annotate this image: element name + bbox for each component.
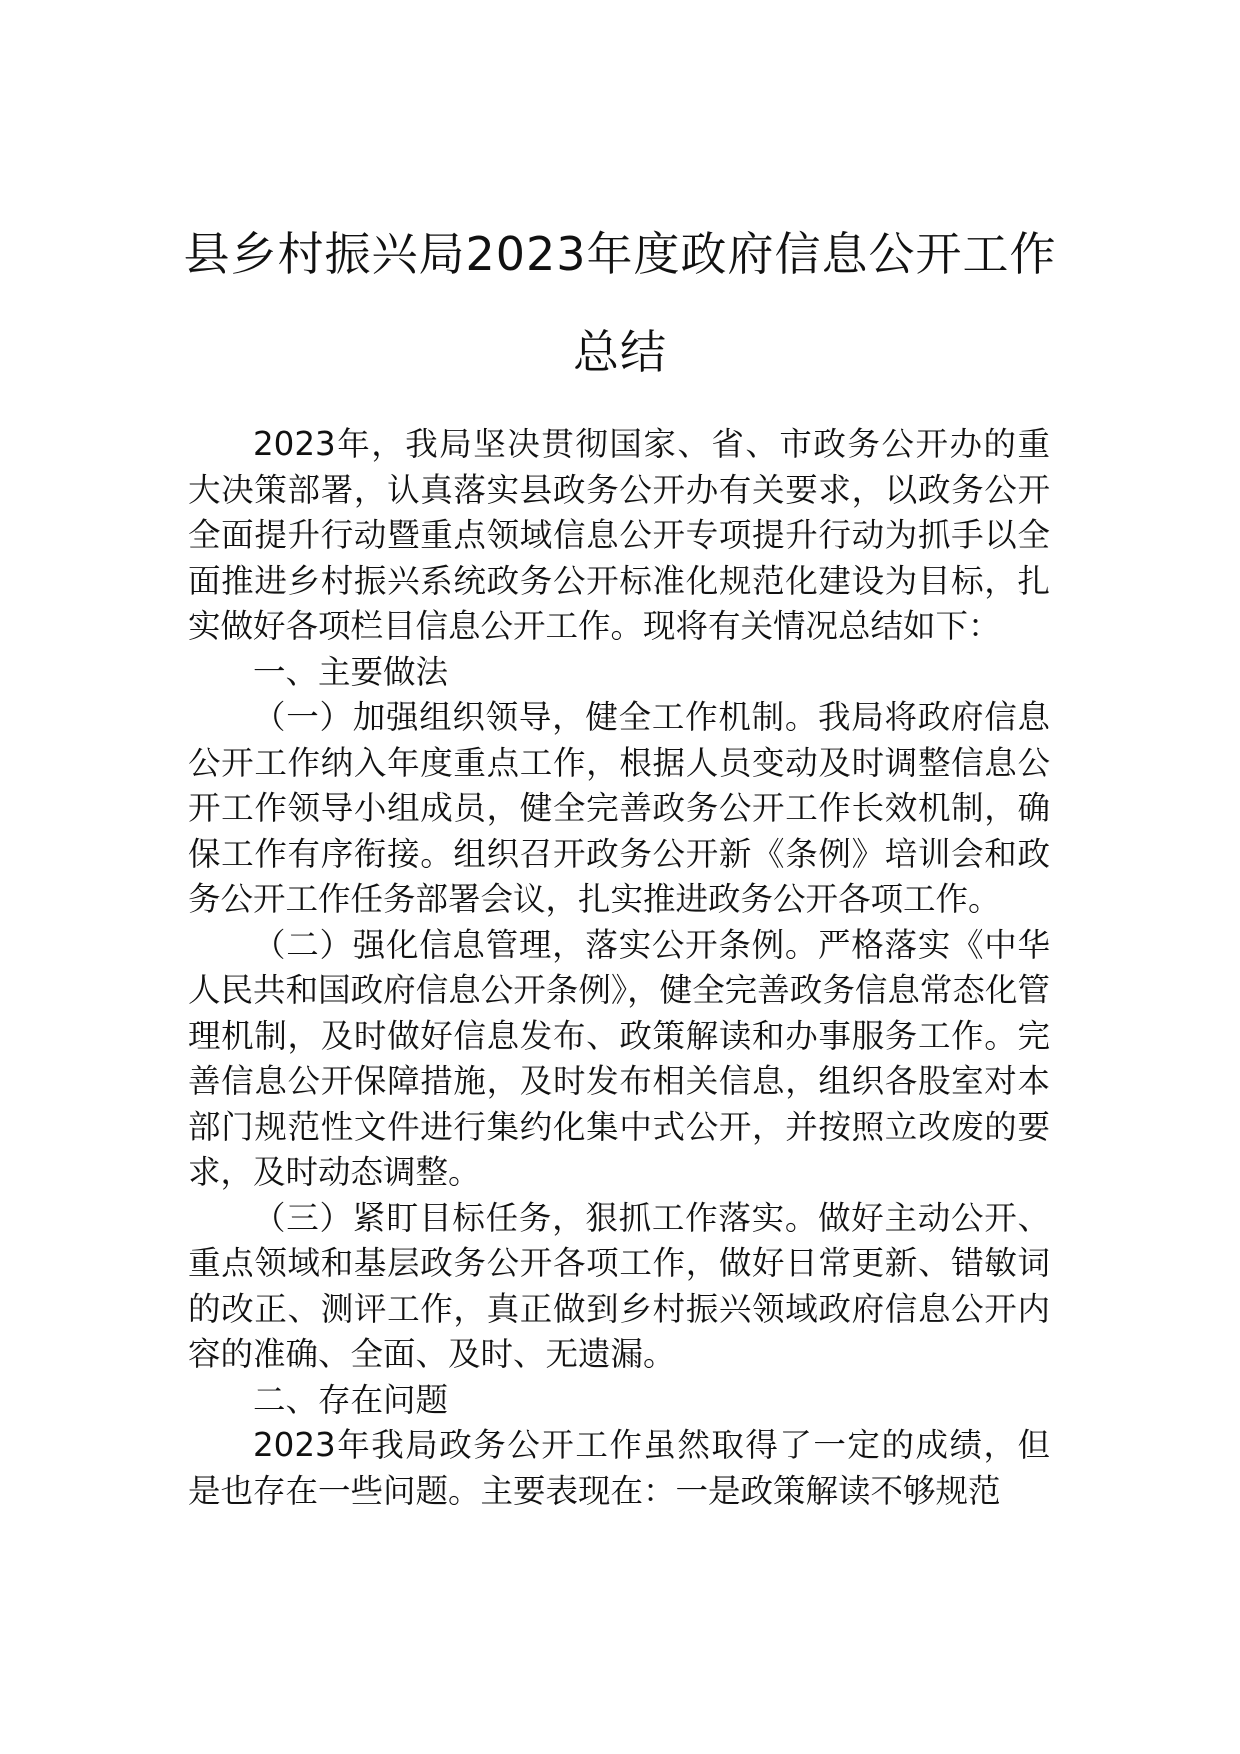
paragraph-target-tasks: （三）紧盯目标任务，狠抓工作落实。做好主动公开、重点领域和基层政务公开各项工作，做好日常更新、错敏词的改正、测评工作，真正做到乡村振兴领域政府信息公开内容的准确、全面、及时、无遗漏。 xyxy=(188,1198,1050,1373)
paragraph-information-management: （二）强化信息管理，落实公开条例。严格落实《中华人民共和国政府信息公开条例》，健全完善政务信息常态化管理机制，及时做好信息发布、政策解读和办事服务工作。完善信息公开保障措施，及时发布相关信息，组织各股室对本部门规范性文件进行集约化集中式公开，并按照立改废的要求，及时动态调整。 xyxy=(188,925,1050,1191)
document-body xyxy=(188,422,1050,1514)
title-line-2: 总结 xyxy=(573,325,667,379)
document-title xyxy=(140,205,1100,401)
section-heading-existing-problems: 二、存在问题 xyxy=(253,1380,449,1419)
title-line-1: 县乡村振兴局2023年度政府信息公开工作 xyxy=(183,227,1057,281)
section-heading-main-practices: 一、主要做法 xyxy=(253,652,449,691)
paragraph-organization-leadership: （一）加强组织领导，健全工作机制。我局将政府信息公开工作纳入年度重点工作，根据人员变动及时调整信息公开工作领导小组成员，健全完善政务公开工作长效机制，确保工作有序衔接。组织召开政务公开新《条例》培训会和政务公开工作任务部署会议，扎实推进政务公开各项工作。 xyxy=(188,698,1050,918)
intro-paragraph: 2023年，我局坚决贯彻国家、省、市政务公开办的重大决策部署，认真落实县政务公开办有关要求，以政务公开全面提升行动暨重点领域信息公开专项提升行动为抓手以全面推进乡村振兴系统政务公开标准化规范化建设为目标，扎实做好各项栏目信息公开工作。现将有关情况总结如下： xyxy=(188,425,1050,645)
paragraph-problems-summary: 2023年我局政务公开工作虽然取得了一定的成绩，但是也存在一些问题。主要表现在：一是政策解读不够规范 xyxy=(188,1426,1050,1510)
